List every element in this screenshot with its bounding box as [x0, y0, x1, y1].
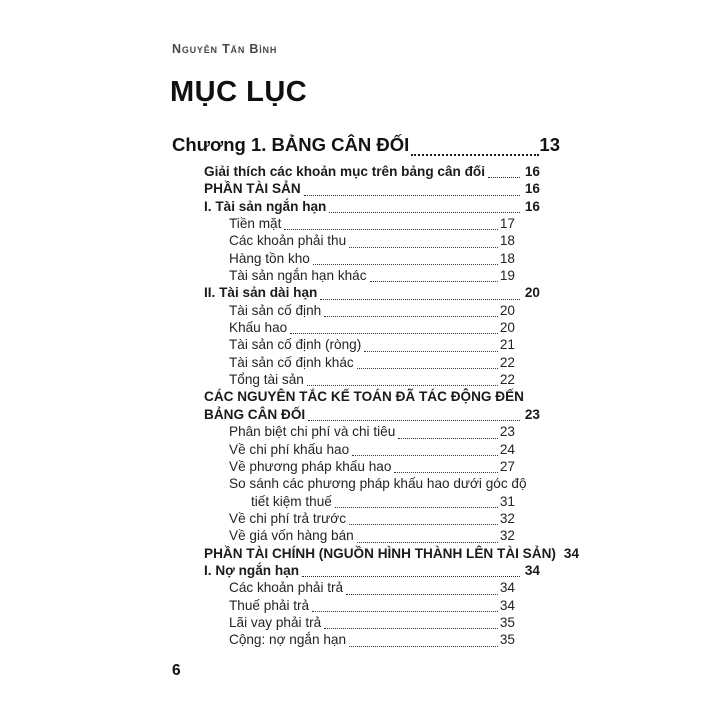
toc-entry [172, 389, 540, 406]
toc-entry [172, 285, 540, 302]
toc-entry-page-number: 32 [499, 510, 515, 526]
toc-entry-page-number: 31 [499, 493, 515, 509]
toc-entry-label: PHẦN TÀI CHÍNH (NGUỒN HÌNH THÀNH LÊN TÀI SẢN) [204, 545, 556, 561]
toc-entry [172, 563, 540, 580]
dot-leader [357, 368, 498, 369]
table-of-contents [172, 134, 580, 650]
dot-leader [398, 438, 498, 439]
toc-entry-label: Hàng tồn kho [229, 250, 310, 266]
toc-entry [172, 511, 515, 528]
chapter-page-number: 13 [539, 134, 560, 155]
toc-entry-label: Giải thích các khoản mục trên bảng cân đối [204, 164, 485, 179]
toc-entry [172, 320, 515, 337]
dot-leader [307, 385, 498, 386]
toc-entry-label: Các khoản phải thu [229, 233, 347, 249]
dot-leader [349, 524, 498, 525]
toc-entry-page-number: 18 [499, 233, 515, 249]
toc-entry [172, 303, 515, 320]
toc-entry-label: Về chi phí khấu hao [229, 441, 350, 457]
toc-entry-page-number: 34 [524, 562, 540, 578]
toc-entry [172, 476, 527, 493]
toc-entry-page-number: 27 [499, 458, 515, 474]
dot-leader [329, 212, 520, 213]
folio-page-number: 6 [172, 662, 181, 679]
dot-leader [335, 507, 498, 508]
dot-leader [320, 299, 520, 300]
toc-entry-label: Lãi vay phải trả [229, 614, 322, 630]
toc-entry [172, 632, 515, 649]
toc-entries [172, 164, 580, 650]
toc-entry-page-number: 35 [499, 614, 515, 630]
toc-entry [172, 598, 515, 615]
toc-entry-label: Thuế phải trả [229, 597, 310, 613]
toc-entry-label: Phân biệt chi phí và chi tiêu [229, 424, 396, 440]
toc-entry-label: Về giá vốn hàng bán [229, 528, 354, 544]
dot-leader [357, 542, 498, 543]
toc-entry-label: Khấu hao [229, 320, 288, 336]
toc-entry-page-number: 20 [499, 302, 515, 318]
toc-entry [172, 459, 515, 476]
toc-entry [172, 233, 515, 250]
toc-entry [172, 424, 515, 441]
toc-entry-label: Tài sản cố định khác [229, 354, 354, 370]
dot-leader [304, 195, 520, 196]
toc-entry-page-number: 22 [499, 354, 515, 370]
dot-leader [488, 177, 520, 178]
toc-entry-label: Tổng tài sản [229, 372, 304, 388]
toc-entry-label: Về phương pháp khấu hao [229, 458, 392, 474]
toc-entry-page-number: 34 [563, 545, 580, 561]
toc-entry-label: BẢNG CÂN ĐỐI [204, 406, 306, 422]
toc-entry-label: Tiền mặt [229, 216, 282, 232]
toc-entry-label: Cộng: nợ ngắn hạn [229, 632, 347, 648]
dot-leader [324, 316, 498, 317]
toc-entry-label: CÁC NGUYÊN TẮC KẾ TOÁN ĐÃ TÁC ĐỘNG ĐẾN [204, 389, 524, 405]
toc-entry [172, 268, 515, 285]
dot-leader [352, 455, 498, 456]
toc-entry-label: I. Tài sản ngắn hạn [204, 198, 327, 214]
toc-entry-page-number: 24 [499, 441, 515, 457]
dot-leader [313, 264, 498, 265]
toc-entry-page-number: 23 [499, 424, 515, 440]
toc-entry-page-number: 22 [499, 372, 515, 388]
chapter-title: Chương 1. BẢNG CÂN ĐỐI [172, 134, 410, 155]
dot-leader [284, 229, 497, 230]
toc-entry-page-number: 23 [524, 406, 540, 422]
toc-entry-label: I. Nợ ngắn hạn [204, 562, 300, 578]
toc-entry [172, 372, 515, 389]
toc-entry [172, 251, 515, 268]
toc-entry-label: tiết kiệm thuế [251, 493, 332, 509]
dot-leader [411, 154, 539, 156]
toc-entry-label: PHẦN TÀI SẢN [204, 181, 301, 197]
toc-entry-page-number: 20 [499, 320, 515, 336]
toc-entry-page-number: 32 [499, 528, 515, 544]
dot-leader [346, 594, 498, 595]
toc-entry [172, 216, 515, 233]
dot-leader [290, 333, 498, 334]
toc-entry-page-number: 20 [524, 285, 540, 301]
toc-entry [172, 199, 540, 216]
dot-leader [370, 281, 498, 282]
author-name: Nguyễn Tấn Bình [172, 42, 278, 56]
dot-leader [394, 472, 497, 473]
dot-leader [302, 576, 520, 577]
toc-entry-page-number: 17 [499, 216, 515, 232]
toc-entry-page-number: 34 [499, 597, 515, 613]
dot-leader [324, 628, 498, 629]
toc-entry [172, 442, 515, 459]
toc-entry-page-number: 16 [524, 181, 540, 197]
toc-entry [172, 580, 515, 597]
toc-entry-label: II. Tài sản dài hạn [204, 285, 318, 301]
toc-entry-page-number: 34 [499, 580, 515, 596]
toc-entry-label: Tài sản cố định (ròng) [229, 337, 362, 353]
toc-entry-page-number: 16 [524, 198, 540, 214]
toc-entry-page-number: 19 [499, 268, 515, 284]
toc-entry-label: Về chi phí trả trước [229, 510, 346, 526]
chapter-heading [172, 134, 560, 160]
toc-entry-page-number: 35 [499, 632, 515, 648]
toc-entry [172, 545, 580, 563]
toc-entry-label: Tài sản ngắn hạn khác [229, 268, 367, 284]
toc-entry-label: Các khoản phải trả [229, 580, 344, 596]
toc-entry-label: Tài sản cố định [229, 302, 322, 318]
toc-entry-label: So sánh các phương pháp khấu hao dưới góc độ [229, 476, 527, 492]
toc-entry [172, 337, 515, 354]
toc-entry [172, 164, 540, 181]
toc-entry-page-number: 21 [499, 337, 515, 353]
toc-entry [172, 407, 540, 424]
toc-entry-page-number: 18 [499, 250, 515, 266]
toc-entry-page-number: 16 [524, 164, 540, 179]
dot-leader [364, 351, 498, 352]
dot-leader [308, 420, 520, 421]
toc-entry [172, 615, 515, 632]
toc-entry [172, 181, 540, 198]
toc-entry [172, 355, 515, 372]
dot-leader [349, 247, 498, 248]
toc-entry [172, 494, 515, 511]
toc-entry [172, 528, 515, 545]
dot-leader [349, 646, 498, 647]
page-title: MỤC LỤC [170, 76, 308, 108]
dot-leader [312, 611, 498, 612]
